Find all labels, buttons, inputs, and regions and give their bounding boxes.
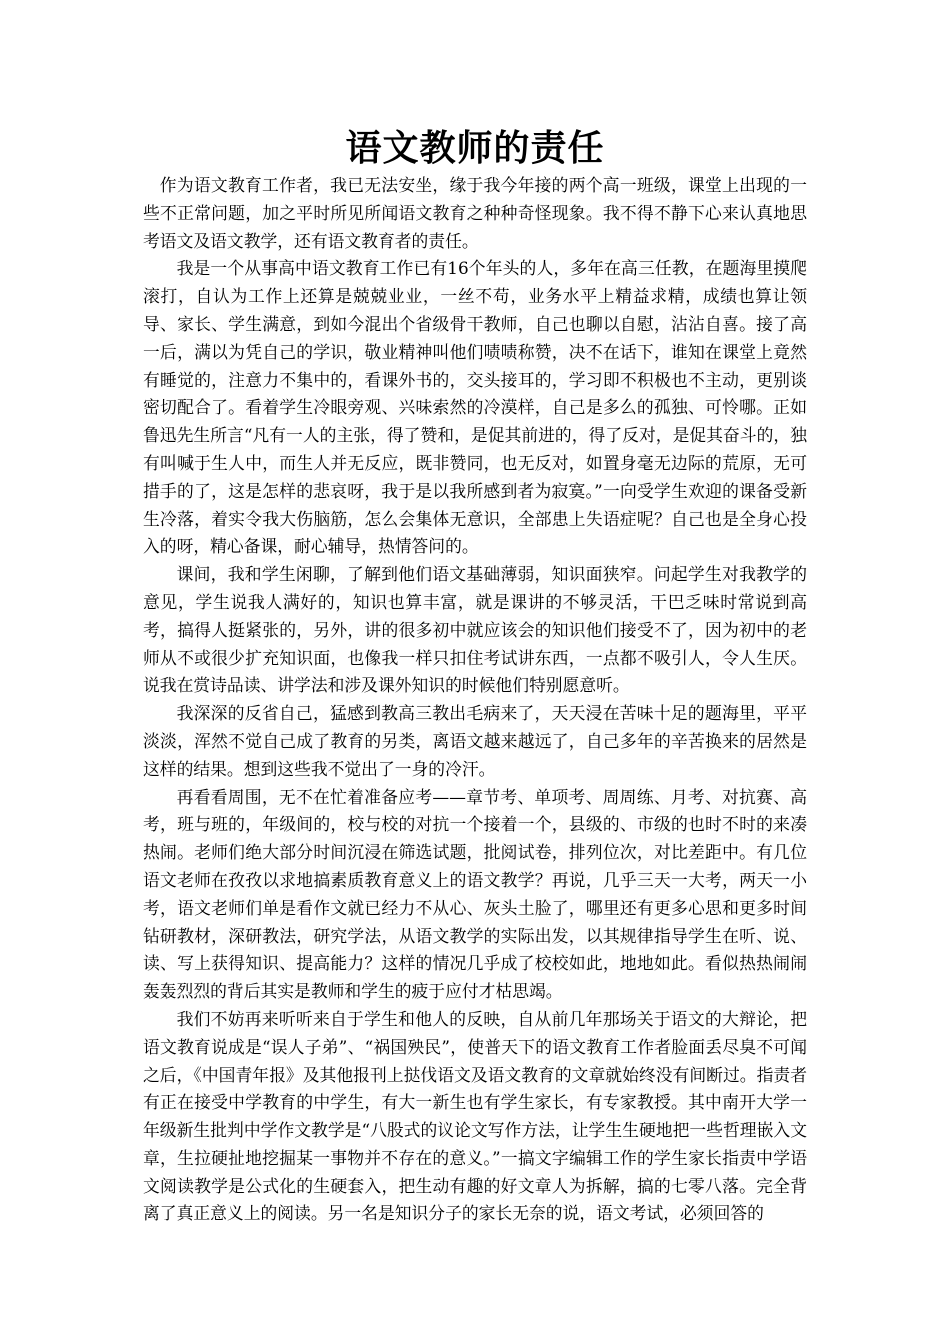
document-body (143, 172, 807, 1228)
paragraph: 我深深的反省自己，猛感到教高三教出毛病来了，天天浸在苦味十足的题海里，平平淡淡，浑然不觉自己成了教育的另类，离语文越来越远了，自己多年的辛苦换来的居然是这样的结果。想到这些我不觉出了一身的冷汗。 (143, 703, 807, 779)
paragraph: 作为语文教育工作者，我已无法安坐，缘于我今年接的两个高一班级，课堂上出现的一些不正常问题，加之平时所见所闻语文教育之种种奇怪现象。我不得不静下心来认真地思考语文及语文教学，还有语文教育者的责任。 (143, 175, 807, 251)
paragraph: 我们不妨再来听听来自于学生和他人的反映，自从前几年那场关于语文的大辩论，把语文教育说成是“误人子弟”、“祸国殃民”，使普天下的语文教育工作者脸面丢尽臭不可闻之后，《中国青年报》及其他报刊上挞伐语文及语文教育的文章就始终没有间断过。指责者有正在接受中学教育的中学生，有大一新生也有学生家长，有专家教授。其中南开大学一年级新生批判中学作文教学是“八股式的议论文写作方法，让学生生硬地把一些哲理嵌入文章，生拉硬扯地挖掘某一事物并不存在的意义。”一搞文字编辑工作的学生家长指责中学语文阅读教学是公式化的生硬套入，把生动有趣的好文章人为拆解，搞的七零八落。完全背离了真正意义上的阅读。另一名是知识分子的家长无奈的说，语文考试，必须回答的 (143, 1008, 807, 1224)
paragraph: 我是一个从事高中语文教育工作已有16个年头的人，多年在高三任教，在题海里摸爬滚打，自认为工作上还算是兢兢业业，一丝不苟，业务水平上精益求精，成绩也算让领导、家长、学生满意，到如今混出个省级骨干教师，自己也聊以自慰，沾沾自喜。接了高一后，满以为凭自己的学识，敬业精神叫他们啧啧称赞，决不在话下，谁知在课堂上竟然有睡觉的，注意力不集中的，看课外书的，交头接耳的，学习即不积极也不主动，更别谈密切配合了。看着学生冷眼旁观、兴味索然的冷漠样，自己是多么的孤独、可怜哪。正如鲁迅先生所言“凡有一人的主张，得了赞和，是促其前进的，得了反对，是促其奋斗的，独有叫喊于生人中，而生人并无反应，既非赞同，也无反对，如置身毫无边际的荒原，无可措手的了，这是怎样的悲哀呀，我于是以我所感到者为寂寞。”一向受学生欢迎的课备受新生冷落，着实令我大伤脑筋，怎么会集体无意识，全部患上失语症呢？自己也是全身心投入的呀，精心备课，耐心辅导，热情答问的。 (143, 258, 807, 557)
paragraph: 课间，我和学生闲聊，了解到他们语文基础薄弱，知识面狭窄。问起学生对我教学的意见，学生说我人满好的，知识也算丰富，就是课讲的不够灵活，干巴乏味时常说到高考，搞得人挺紧张的，另外，讲的很多初中就应该会的知识他们接受不了，因为初中的老师从不或很少扩充知识面，也像我一样只扣住考试讲东西，一点都不吸引人，令人生厌。说我在赏诗品读、讲学法和涉及课外知识的时候他们特别愿意听。 (143, 564, 807, 696)
document-title: 语文教师的责任 (345, 127, 605, 169)
paragraph: 再看看周围，无不在忙着准备应考——章节考、单项考、周周练、月考、对抗赛、高考，班与班的，年级间的，校与校的对抗一个接着一个，县级的、市级的也时不时的来凑热闹。老师们绝大部分时间沉浸在筛选试题，批阅试卷，排列位次，对比差距中。有几位语文老师在孜孜以求地搞素质教育意义上的语文教学？再说，几乎三天一大考，两天一小考，语文老师们单是看作文就已经力不从心、灰头土脸了，哪里还有更多心思和更多时间钻研教材，深研教法，研究学法，从语文教学的实际出发，以其规律指导学生在听、说、读、写上获得知识、提高能力？这样的情况几乎成了校校如此，地地如此。看似热热闹闹轰轰烈烈的背后其实是教师和学生的疲于应付才枯思竭。 (143, 786, 807, 1002)
